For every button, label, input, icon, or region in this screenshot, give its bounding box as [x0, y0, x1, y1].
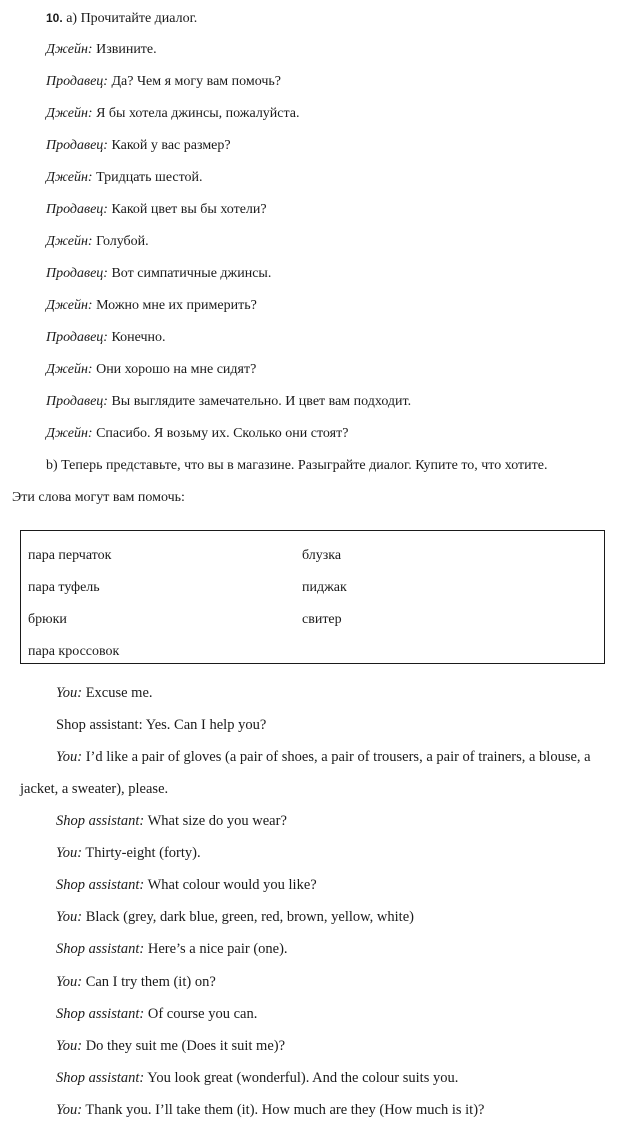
- line-text: Можно мне их примерить?: [92, 298, 257, 313]
- dialog-line: [46, 233, 149, 251]
- speaker: You:: [56, 845, 83, 861]
- speaker: Джейн:: [46, 106, 93, 121]
- exercise-number: 10.: [46, 11, 63, 25]
- dialog-line: [56, 812, 287, 830]
- speaker: You:: [56, 1102, 83, 1118]
- speaker: Shop assistant:: [56, 1006, 145, 1022]
- speaker: Продавец:: [46, 394, 108, 409]
- dialog-line: [56, 1101, 484, 1119]
- speaker: Shop assistant:: [56, 877, 145, 893]
- word-item: пара кроссовок: [28, 644, 120, 659]
- line-text: Спасибо. Я возьму их. Сколько они стоят?: [92, 426, 349, 441]
- word-item: блузка: [302, 548, 342, 563]
- dialog-line: [56, 940, 288, 958]
- helper-label: Эти слова могут вам помочь:: [12, 490, 185, 505]
- dialog-line: [46, 361, 256, 379]
- speaker: Shop assistant:: [56, 813, 145, 829]
- word-box: [20, 530, 605, 664]
- line-text: Конечно.: [107, 330, 166, 345]
- line-text: Can I try them (it) on?: [82, 974, 216, 990]
- line-text: Black (grey, dark blue, green, red, brown, yellow, white): [82, 909, 414, 925]
- speaker: You:: [56, 1038, 83, 1054]
- line-text: Они хорошо на мне сидят?: [92, 362, 257, 377]
- line-text: Excuse me.: [82, 685, 153, 701]
- dialog-line: [46, 329, 166, 347]
- line-text: Here’s a nice pair (one).: [144, 941, 288, 957]
- dialog-line: [46, 265, 271, 283]
- dialog-line: [46, 169, 203, 187]
- dialog-line: [56, 684, 153, 702]
- dialog-line: [46, 425, 348, 443]
- speaker: Shop assistant:: [56, 941, 145, 957]
- exercise-heading: [46, 9, 197, 28]
- dialog-line: [20, 780, 168, 798]
- speaker: Джейн:: [46, 298, 93, 313]
- word-item: брюки: [28, 612, 67, 627]
- line-text: Какой у вас размер?: [107, 138, 231, 153]
- word-item: пиджак: [302, 580, 347, 595]
- dialog-line: [56, 748, 591, 766]
- word-item: свитер: [302, 612, 342, 627]
- part-b-label: b) Теперь представьте, что вы в магазине. Разыграйте диалог. Купите то, что хотите.: [46, 458, 548, 473]
- line-text: Thank you. I’ll take them (it). How much are they (How much is it)?: [82, 1102, 485, 1118]
- dialog-line: [46, 297, 257, 315]
- speaker: Продавец:: [46, 330, 108, 345]
- speaker: Shop assistant:: [56, 1070, 145, 1086]
- dialog-line: [56, 1037, 285, 1055]
- speaker: Джейн:: [46, 170, 93, 185]
- word-item: пара туфель: [28, 580, 100, 595]
- line-text: Я бы хотела джинсы, пожалуйста.: [92, 106, 300, 121]
- dialog-line: [56, 876, 317, 894]
- line-text: Тридцать шестой.: [92, 170, 203, 185]
- line-text: Вот симпатичные джинсы.: [107, 266, 272, 281]
- speaker: You:: [56, 909, 83, 925]
- line-text: Do they suit me (Does it suit me)?: [82, 1038, 286, 1054]
- dialog-line: [46, 73, 281, 91]
- line-text: Да? Чем я могу вам помочь?: [107, 74, 282, 89]
- line-text: Голубой.: [92, 234, 149, 249]
- dialog-line: [56, 1069, 458, 1087]
- dialog-line: [46, 393, 411, 411]
- dialog-line: [56, 716, 266, 734]
- speaker: Джейн:: [46, 362, 93, 377]
- line-text: Извините.: [92, 42, 157, 57]
- speaker: Джейн:: [46, 234, 93, 249]
- speaker: Продавец:: [46, 266, 108, 281]
- speaker: You:: [56, 749, 83, 765]
- part-a-label: a) Прочитайте диалог.: [66, 11, 198, 26]
- dialog-line: [46, 201, 267, 219]
- line-text: Вы выглядите замечательно. И цвет вам подходит.: [107, 394, 412, 409]
- line-text: What colour would you like?: [144, 877, 317, 893]
- speaker: You:: [56, 685, 83, 701]
- speaker: Джейн:: [46, 42, 93, 57]
- dialog-line: [46, 105, 300, 123]
- line-text: Какой цвет вы бы хотели?: [107, 202, 267, 217]
- dialog-line: [56, 844, 201, 862]
- dialog-line: [46, 137, 231, 155]
- dialog-line: [56, 908, 414, 926]
- speaker: You:: [56, 974, 83, 990]
- line-text: Thirty-eight (forty).: [82, 845, 201, 861]
- line-text: Of course you can.: [144, 1006, 258, 1022]
- word-item: пара перчаток: [28, 548, 112, 563]
- line-text: I’d like a pair of gloves (a pair of shoes, a pair of trousers, a pair of trainers, a blouse, a: [82, 749, 591, 765]
- line-text: jacket, a sweater), please.: [20, 781, 169, 797]
- speaker: Продавец:: [46, 74, 108, 89]
- speaker: Продавец:: [46, 202, 108, 217]
- speaker: Продавец:: [46, 138, 108, 153]
- dialog-line: [56, 973, 216, 991]
- line-text: You look great (wonderful). And the colour suits you.: [144, 1070, 459, 1086]
- line-text: Shop assistant: Yes. Can I help you?: [56, 717, 267, 733]
- dialog-line: [56, 1005, 257, 1023]
- line-text: What size do you wear?: [144, 813, 287, 829]
- dialog-line: [46, 41, 157, 59]
- speaker: Джейн:: [46, 426, 93, 441]
